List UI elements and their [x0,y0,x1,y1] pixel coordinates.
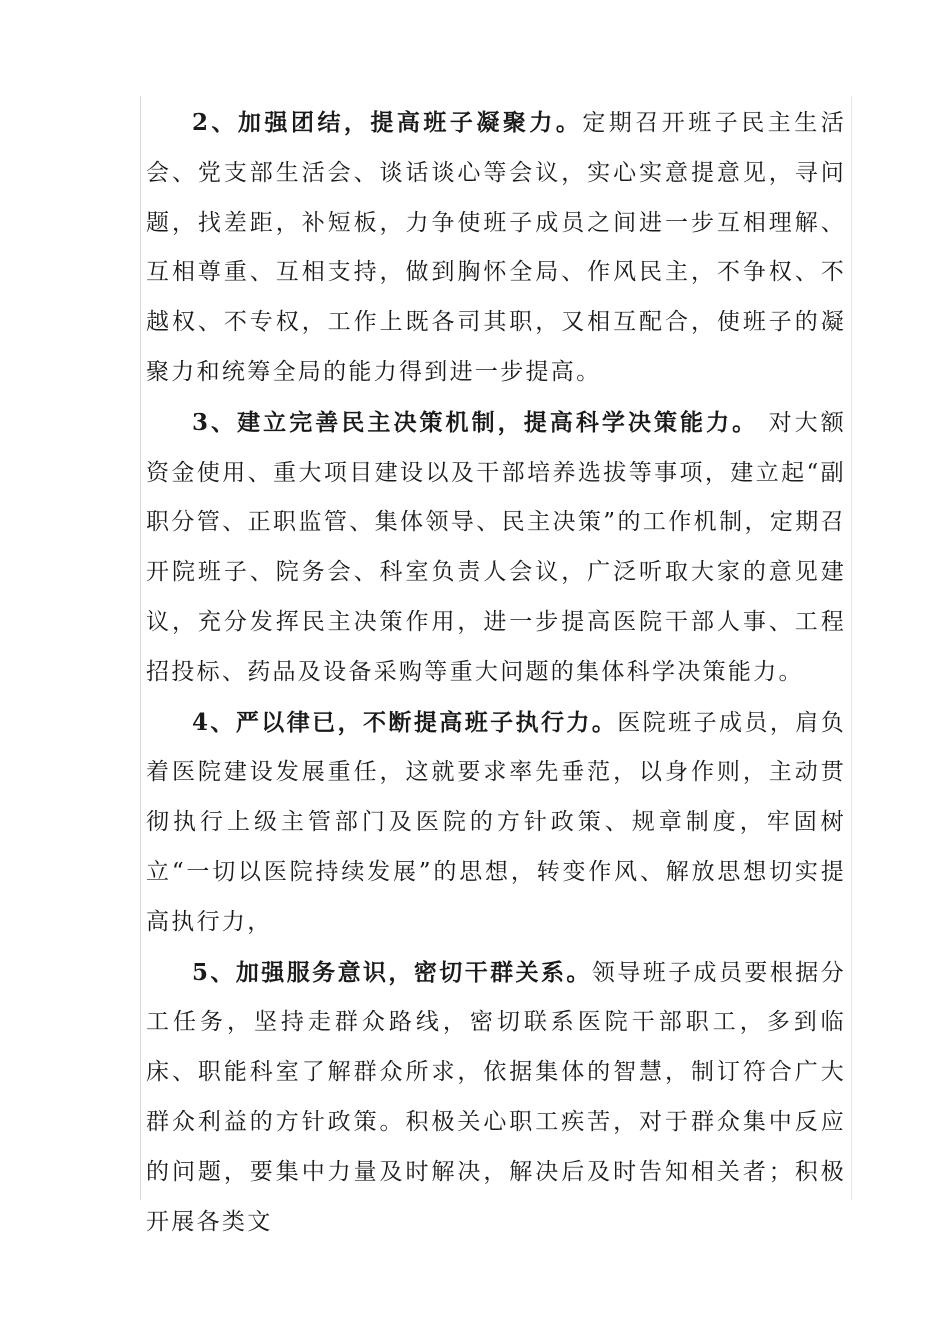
paragraph-3 [146,398,846,698]
paragraph-2-body: 定期召开班子民主生活会、党支部生活会、谈话谈心等会议，实心实意提意见，寻问题，找差距，补短板，力争使班子成员之间进一步互相理解、互相尊重、互相支持，做到胸怀全局、作风民主，不争权、不越权、不专权，工作上既各司其职，又相互配合，使班子的凝聚力和统筹全局的能力得到进一步提高。 [146,110,846,385]
paragraph-5-body: 领导班子成员要根据分工任务，坚持走群众路线，密切联系医院干部职工，多到临床、职能科室了解群众所求，依据集体的智慧，制订符合广大群众利益的方针政策。积极关心职工疾苦，对于群众集中反应的问题，要集中力量及时解决，解决后及时告知相关者；积极开展各类文 [146,959,846,1235]
paragraph-2-heading: 2、加强团结，提高班子凝聚力。 [192,109,583,136]
paragraph-4-body: 医院班子成员，肩负着医院建设发展重任，这就要求率先垂范，以身作则，主动贯彻执行上级主管部门及医院的方针政策、规章制度，牢固树立“一切以医院持续发展”的思想，转变作风、解放思想切实提高执行力， [146,709,847,935]
document-body [146,98,846,1247]
paragraph-5-heading: 5、加强服务意识，密切干群关系。 [192,958,592,986]
paragraph-3-heading: 3、建立完善民主决策机制，提高科学决策能力。 [192,408,759,436]
paragraph-4-heading: 4、严以律已，不断提高班子执行力。 [192,708,618,736]
paragraph-3-body: 对大额资金使用、重大项目建设以及干部培养选拔等事项，建立起“副职分管、正职监管、集体领导、民主决策”的工作机制，定期召开院班子、院务会、科室负责人会议，广泛听取大家的意见建议，充分发挥民主决策作用，进一步提高医院干部人事、工程招投标、药品及设备采购等重大问题的集体科学决策能力。 [146,409,846,685]
paragraph-2 [146,98,846,398]
paragraph-5 [146,948,846,1248]
paragraph-4 [146,698,846,948]
